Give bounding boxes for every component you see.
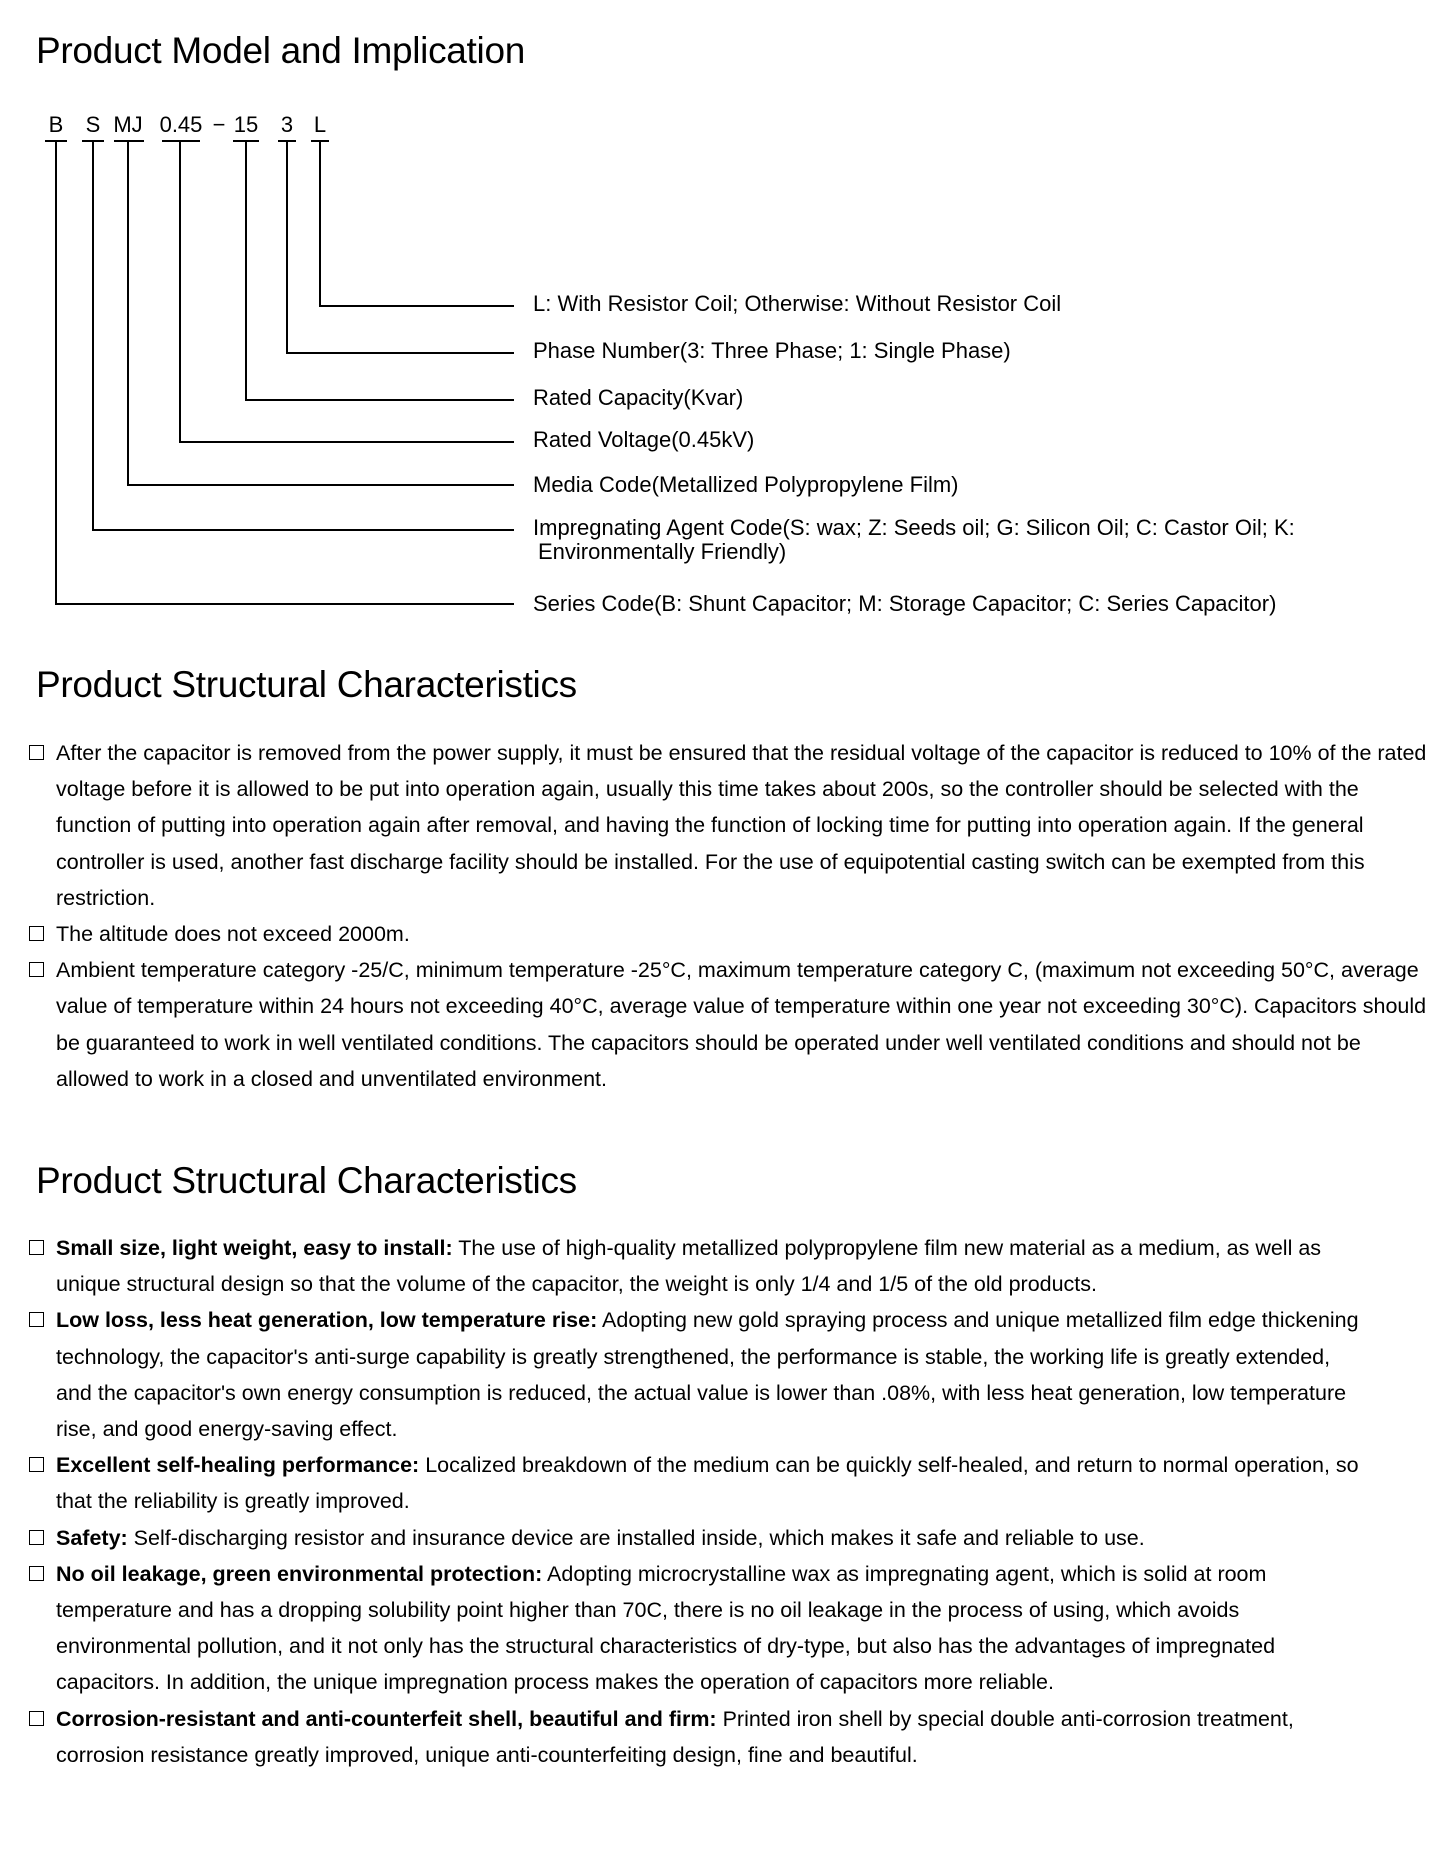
leader-h [127, 484, 514, 486]
list-item [27, 1230, 1367, 1302]
leader-series [55, 140, 57, 604]
code-resistor: L [313, 112, 327, 137]
meaning-resistor: L: With Resistor Coil; Otherwise: Without Resistor Coil [533, 291, 1062, 316]
item-text: Printed iron shell by special double anti-corrosion treatment, corrosion resistance greatly improved, unique anti-counterfeiting design, fine and beautiful. [56, 1706, 1294, 1767]
item-heading: Excellent self-healing performance: [56, 1453, 420, 1478]
leader-h [245, 399, 514, 401]
leader-phase [286, 140, 288, 353]
item-text: Adopting new gold spraying process and unique metallized film edge thickening technology, the capacitor's anti-surge capability is greatly strengthened, the performance is stable, the working life is greatly extended, and the capacitor's own energy consumption is reduced, the actual value is lower than .08%, with less heat generation, low temperature rise, and good energy-saving effect. [56, 1308, 1359, 1442]
checkbox[interactable] [29, 962, 44, 977]
checkbox[interactable] [29, 745, 44, 760]
item-text: Self-discharging resistor and insurance device are installed inside, which makes it safe and reliable to use. [127, 1525, 1145, 1550]
leader-h [319, 305, 514, 307]
item-heading: No oil leakage, green environmental protection: [56, 1561, 543, 1586]
leader-voltage [179, 140, 181, 442]
meaning-agent: Impregnating Agent Code(S: wax; Z: Seeds oil; G: Silicon Oil; C: Castor Oil; K: [533, 515, 1295, 540]
code-dash: − [212, 112, 226, 137]
code-agent: S [85, 112, 101, 137]
item-text: The altitude does not exceed 2000m. [56, 922, 410, 947]
code-voltage: 0.45 [159, 112, 203, 137]
meaning-series: Series Code(B: Shunt Capacitor; M: Storage Capacitor; C: Series Capacitor) [533, 591, 1277, 616]
checkbox[interactable] [29, 1312, 44, 1327]
section1-title: Product Model and Implication [36, 30, 526, 71]
leader-media [127, 140, 129, 485]
list-item [27, 916, 1437, 952]
item-heading: Low loss, less heat generation, low temperature rise: [56, 1308, 598, 1333]
checkbox[interactable] [29, 1457, 44, 1472]
leader-agent [92, 140, 94, 530]
item-text: Localized breakdown of the medium can be quickly self-healed, and return to normal operation, so that the reliability is greatly improved. [56, 1453, 1359, 1514]
list-item [27, 1302, 1367, 1447]
code-capacity: 15 [233, 112, 259, 137]
section2-title: Product Structural Characteristics [36, 664, 577, 705]
checkbox[interactable] [29, 1566, 44, 1581]
meaning-phase: Phase Number(3: Three Phase; 1: Single Phase) [533, 338, 1011, 363]
list-item [27, 1447, 1367, 1519]
checkbox[interactable] [29, 1711, 44, 1726]
item-text: After the capacitor is removed from the power supply, it must be ensured that the residual voltage of the capacitor is reduced to 10% of the rated voltage before it is allowed to be put into operation again, usually this time takes about 200s, so the controller should be selected with the function of putting into operation again after removal, and having the function of locking time for putting into operation again. If the general controller is used, another fast discharge facility should be installed. For the use of equipotential casting switch can be exempted from this restriction. [56, 741, 1427, 910]
underline [162, 140, 200, 142]
code-media: MJ [113, 112, 143, 137]
meaning-capacity: Rated Capacity(Kvar) [533, 385, 744, 410]
list-item [27, 952, 1437, 1097]
checkbox[interactable] [29, 926, 44, 941]
item-text: The use of high-quality metallized polypropylene film new material as a medium, as well as unique structural design so that the volume of the capacitor, the weight is only 1/4 and 1/5 of the old products. [56, 1236, 1322, 1297]
checkbox[interactable] [29, 1240, 44, 1255]
leader-capacity [245, 140, 247, 400]
section3-title: Product Structural Characteristics [36, 1160, 577, 1201]
list-item [27, 1701, 1367, 1773]
code-series: B [48, 112, 64, 137]
list-item [27, 1520, 1367, 1556]
leader-h [92, 529, 514, 531]
underline [114, 140, 144, 142]
checkbox[interactable] [29, 1530, 44, 1545]
meaning-media: Media Code(Metallized Polypropylene Film) [533, 472, 959, 497]
meaning-voltage: Rated Voltage(0.45kV) [533, 427, 755, 452]
item-text: Adopting microcrystalline wax as impregnating agent, which is solid at room temperature and has a dropping solubility point higher than 70C, there is no oil leakage in the process of using, which avoids environmental pollution, and it not only has the structural characteristics of dry-type, but also has the advantages of impregnated capacitors. In addition, the unique impregnation process makes the operation of capacitors more reliable. [56, 1561, 1276, 1695]
structural-list [27, 735, 1437, 1097]
leader-h [286, 352, 514, 354]
leader-h [55, 603, 514, 605]
list-item [27, 735, 1437, 916]
item-heading: Small size, light weight, easy to install: [56, 1236, 453, 1260]
item-heading: Safety: [56, 1525, 128, 1550]
code-phase: 3 [280, 112, 294, 137]
leader-resistor [319, 140, 321, 306]
features-list [27, 1230, 1367, 1773]
item-text: Ambient temperature category -25/C, minimum temperature -25°C, maximum temperature category C, (maximum not exceeding 50°C, average value of temperature within 24 hours not exceeding 40°C, average value of temperature within one year not exceeding 30°C). Capacitors should be guaranteed to work in well ventilated conditions. The capacitors should be operated under well ventilated conditions and should not be allowed to work in a closed and unventilated environment. [56, 958, 1427, 1091]
item-heading: Corrosion-resistant and anti-counterfeit shell, beautiful and firm: [56, 1706, 717, 1731]
leader-h [179, 441, 514, 443]
list-item [27, 1556, 1367, 1701]
meaning-agent-cont: Environmentally Friendly) [538, 539, 787, 564]
